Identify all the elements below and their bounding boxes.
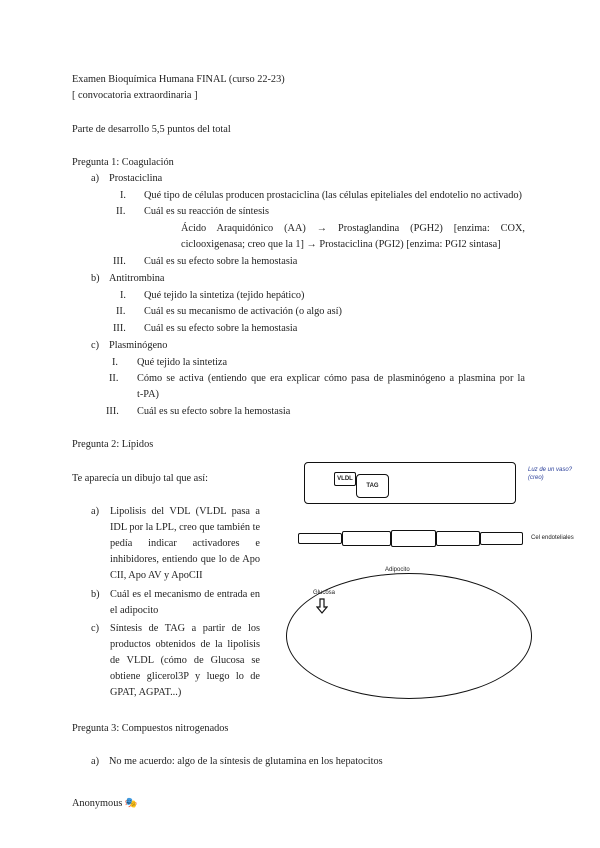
arrow-down-icon — [316, 598, 328, 614]
intro-text: Parte de desarrollo 5,5 puntos del total — [72, 124, 231, 135]
q1b-iii-text: Cuál es su efecto sobre la hemostasia — [144, 323, 298, 334]
q1c-ii-marker: II. — [109, 373, 119, 384]
q1b-i-marker: I. — [120, 290, 127, 301]
theater-masks-icon: 🎭 — [124, 797, 138, 809]
q1a-i-marker: I. — [120, 190, 127, 201]
q2a-text: Lipolisis del VDL (VLDL pasa a IDL por la LPL, creo que también te pedía indicar activadores e inhibidores, entiendo que lo de Apo CII, Apo AV y ApoCII — [110, 506, 261, 581]
endothelial-cell — [436, 531, 480, 546]
q1a-reaction-line1: Ácido Araquidónico (AA) → Prostaglandina (PGH2) [enzima: COX, — [181, 223, 525, 234]
q2c-text: Síntesis de TAG a partir de los productos obtenidos de la lipolisis de VLDL (cómo de Glucosa se obtiene glicerol3P y luego lo de GPAT, AGPAT...) — [110, 623, 260, 698]
q1c-i-text: Qué tejido la sintetiza — [137, 357, 228, 368]
document-title: Examen Bioquímica Humana FINAL (curso 22-23) — [72, 74, 285, 85]
endothelial-cell — [342, 531, 391, 546]
q1b-i-text: Qué tejido la sintetiza (tejido hepático) — [144, 290, 305, 301]
q1a-i-text: Qué tipo de células producen prostaciclina (las células epiteliales del endotelio no activado) — [144, 190, 522, 201]
q1a-reaction-line2: ciclooxigenasa; creo que la 1] → Prostaciclina (PGI2) [enzima: PGI2 sintasa] — [181, 239, 501, 250]
q1c-ii-continuation: t-PA) — [137, 389, 159, 400]
q1b-iii-marker: III. — [113, 323, 126, 334]
q2c-marker: c) — [91, 623, 99, 634]
glucose-label: Glucosa — [313, 590, 336, 596]
q3a-marker: a) — [91, 756, 99, 767]
q2-intro: Te aparecía un dibujo tal que así: — [72, 473, 208, 484]
q1a-ii-text: Cuál es su reacción de síntesis — [144, 206, 269, 217]
q1a-title: Prostaciclina — [109, 173, 163, 184]
q1b-ii-marker: II. — [116, 306, 126, 317]
q1b-title: Antitrombina — [109, 273, 165, 284]
q2b-marker: b) — [91, 589, 100, 600]
author-footer — [72, 795, 138, 812]
q1b-ii-text: Cuál es su mecanismo de activación (o algo así) — [144, 306, 342, 317]
q1a-iii-text: Cuál es su efecto sobre la hemostasia — [144, 256, 298, 267]
document-subtitle: [ convocatoria extraordinaria ] — [72, 90, 198, 101]
q3a-text: No me acuerdo: algo de la síntesis de glutamina en los hepatocitos — [109, 756, 383, 767]
endothelial-cell — [298, 533, 342, 544]
author-name: Anonymous — [72, 798, 123, 809]
q1c-iii-text: Cuál es su efecto sobre la hemostasia — [137, 406, 291, 417]
lumen-note-line2: (creo) — [528, 475, 544, 481]
endothelial-cell — [391, 530, 436, 547]
q1c-ii-text: Cómo se activa (entiendo que era explicar cómo pasa de plasminógeno a plasmina por la — [137, 373, 525, 384]
q1c-title: Plasminógeno — [109, 340, 168, 351]
endothelial-label: Cel endoteliales — [531, 535, 574, 541]
q1a-ii-marker: II. — [116, 206, 126, 217]
q1c-i-marker: I. — [112, 357, 119, 368]
q1-heading: Pregunta 1: Coagulación — [72, 157, 174, 168]
q1c-iii-marker: III. — [106, 406, 119, 417]
tag-label: TAG — [356, 474, 389, 498]
q1a-marker: a) — [91, 173, 99, 184]
adipocyte-label: Adipocito — [385, 567, 410, 573]
lumen-note-line1: Luz de un vaso? — [528, 467, 573, 473]
q2-heading: Pregunta 2: Lípidos — [72, 439, 154, 450]
q3-heading: Pregunta 3: Compuestos nitrogenados — [72, 723, 229, 734]
q1a-iii-marker: III. — [113, 256, 126, 267]
q1c-marker: c) — [91, 340, 99, 351]
vldl-label: VLDL — [334, 472, 356, 486]
q2a-marker: a) — [91, 506, 99, 517]
q1b-marker: b) — [91, 273, 100, 284]
q2b-text: Cuál es el mecanismo de entrada en el adipocito — [110, 589, 260, 616]
endothelial-cell — [480, 532, 523, 545]
